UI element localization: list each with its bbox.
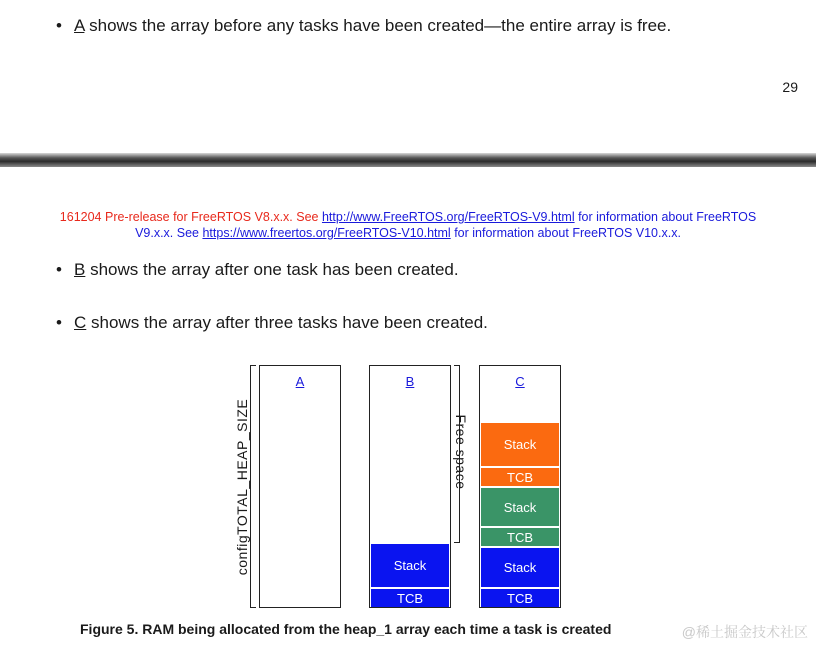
bullet-item-c (56, 313, 488, 333)
heap-column-a (259, 365, 341, 608)
heap-size-label: configTOTAL_HEAP_SIZE (234, 398, 250, 576)
tcb-block: TCB (371, 589, 449, 607)
free-space-label: Free space (453, 414, 469, 490)
heap-size-bracket (250, 365, 256, 608)
page-number: 29 (782, 79, 798, 95)
bullet-text-a: shows the array before any tasks have been created—the entire array is free. (84, 16, 672, 35)
page-break-divider (0, 153, 816, 167)
bullet-letter-c: C (74, 313, 87, 332)
stack-block: Stack (481, 488, 559, 526)
notice-line-1 (0, 209, 816, 225)
figure-caption: Figure 5. RAM being allocated from the heap_1 array each time a task is created (80, 621, 612, 637)
pre-release-notice (0, 209, 816, 241)
bullet-letter-a: A (74, 16, 85, 35)
site-watermark: @稀土掘金技术社区 (681, 624, 808, 640)
heap-column-b (369, 365, 451, 608)
freertos-v10-link[interactable]: https://www.freertos.org/FreeRTOS-V10.html (202, 226, 451, 240)
bullet-item-a (56, 16, 671, 36)
column-label-c: C (515, 374, 525, 389)
bullet-letter-b: B (74, 260, 86, 279)
freertos-v9-link[interactable]: http://www.FreeRTOS.org/FreeRTOS-V9.html (321, 210, 575, 224)
bullet-dot: • (56, 313, 62, 332)
notice-text: V9.x.x. See (135, 226, 203, 240)
heap-allocation-figure (0, 360, 816, 610)
tcb-block: TCB (481, 468, 559, 486)
stack-block: Stack (481, 423, 559, 466)
tcb-block: TCB (481, 528, 559, 546)
bullet-text-c: shows the array after three tasks have been created. (86, 313, 488, 332)
notice-line-2 (0, 225, 816, 241)
heap-column-c (479, 365, 561, 608)
bullet-item-b (56, 260, 459, 280)
tcb-block: TCB (481, 589, 559, 607)
column-label-b: B (405, 374, 415, 389)
notice-text: for information about FreeRTOS (574, 210, 757, 224)
bullet-dot: • (56, 16, 62, 35)
bullet-dot: • (56, 260, 62, 279)
notice-text: for information about FreeRTOS V10.x.x. (450, 226, 681, 240)
stack-block: Stack (481, 548, 559, 587)
stack-block: Stack (371, 544, 449, 587)
notice-text: 161204 Pre-release for FreeRTOS V8.x.x. See (59, 210, 322, 224)
column-label-a: A (295, 374, 305, 389)
bullet-text-b: shows the array after one task has been created. (85, 260, 459, 279)
